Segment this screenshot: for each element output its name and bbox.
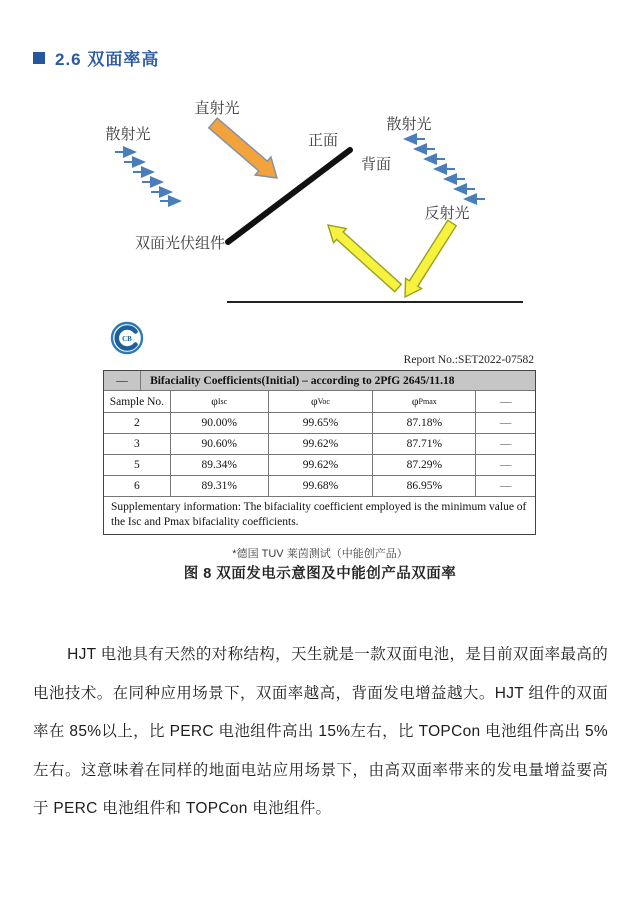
cell-phi-voc: 99.62%: [269, 455, 374, 475]
cell-dash: —: [499, 480, 512, 492]
column-header-sample-no: Sample No.: [104, 391, 171, 412]
table-row: [104, 455, 535, 476]
scattered-light-right-arrows-icon: [405, 139, 485, 199]
figure-source-note: *德国 TUV 莱茵测试（中能创产品）: [232, 548, 408, 560]
cell-phi-pmax: 87.18%: [373, 413, 476, 433]
direct-light-label: 直射光: [194, 100, 240, 117]
column-header-dash: —: [499, 395, 512, 408]
cell-sample-no: 2: [104, 413, 171, 433]
back-side-label: 背面: [360, 156, 392, 173]
figure-caption: 图 8 双面发电示意图及中能创产品双面率: [183, 566, 457, 582]
table-title-row: [104, 371, 535, 391]
direct-light-arrow: [209, 118, 277, 178]
column-header-phi-isc: φ Isc: [171, 391, 269, 412]
cell-dash: —: [499, 459, 512, 471]
table-title-dash-cell: —: [104, 371, 141, 390]
cell-dash: —: [499, 438, 512, 450]
cell-sample-no: 6: [104, 476, 171, 496]
cell-phi-voc: 99.68%: [269, 476, 374, 496]
cell-phi-pmax: 87.29%: [373, 455, 476, 475]
table-row: [104, 413, 535, 434]
cell-phi-pmax: 86.95%: [373, 476, 476, 496]
reflected-light-arrow-down: [405, 220, 456, 297]
bifacial-light-diagram: [78, 93, 548, 315]
bifaciality-table: [103, 370, 536, 535]
cell-phi-voc: 99.65%: [269, 413, 374, 433]
reflected-light-label: 反射光: [424, 205, 470, 222]
table-title-cell: Bifaciality Coefficients(Initial) – according to 2PfG 2645/11.18: [150, 374, 455, 387]
table-supplementary-note: Supplementary information: The bifaciality coefficient employed is the minimum value of the Isc and Pmax bifaciality coefficients.: [111, 501, 527, 528]
table-column-header-row: [104, 391, 535, 413]
test-report-block: [103, 316, 536, 535]
cell-dash: —: [499, 417, 512, 429]
table-row: [104, 434, 535, 455]
cell-phi-voc: 99.62%: [269, 434, 374, 454]
module-label: 双面光伏组件: [134, 235, 226, 252]
cell-phi-isc: 89.31%: [171, 476, 269, 496]
section-heading: [33, 45, 159, 70]
cell-phi-isc: 90.00%: [171, 413, 269, 433]
report-number: Report No.:SET2022-07582: [403, 354, 534, 366]
column-header-phi-voc: φ Voc: [269, 391, 374, 412]
front-side-label: 正面: [307, 132, 339, 149]
report-header: [103, 316, 536, 370]
column-header-phi-pmax: φ Pmax: [373, 391, 476, 412]
cell-phi-isc: 90.60%: [171, 434, 269, 454]
scattered-light-left-label: 散射光: [105, 126, 151, 143]
cell-phi-isc: 89.34%: [171, 455, 269, 475]
table-row: [104, 476, 535, 497]
heading-square-bullet-icon: [33, 52, 45, 64]
cell-sample-no: 3: [104, 434, 171, 454]
cb-certification-logo-icon: [110, 321, 144, 355]
body-paragraph: HJT 电池具有天然的对称结构，天生就是一款双面电池，是目前双面率最高的电池技术。在同种应用场景下，双面率越高，背面发电增益越大。HJT 组件的双面率在 85%以上，比 PERC 电池组件高出 15%左右，比 TOPCon 电池组件高出 5%左右。这意味着在同样的地面电站应用场景下，由高双面率带来的发电量增益要高于 PERC 电池组件和 TOPCon 电池组件。: [33, 646, 608, 817]
svg-text:CB: CB: [122, 335, 132, 343]
cell-sample-no: 5: [104, 455, 171, 475]
cell-phi-pmax: 87.71%: [373, 434, 476, 454]
scattered-light-right-label: 散射光: [386, 116, 432, 133]
scattered-light-left-arrows-icon: [115, 152, 180, 201]
reflected-light-arrow-up: [328, 225, 401, 292]
section-heading-label: 2.6 双面率高: [55, 50, 160, 69]
